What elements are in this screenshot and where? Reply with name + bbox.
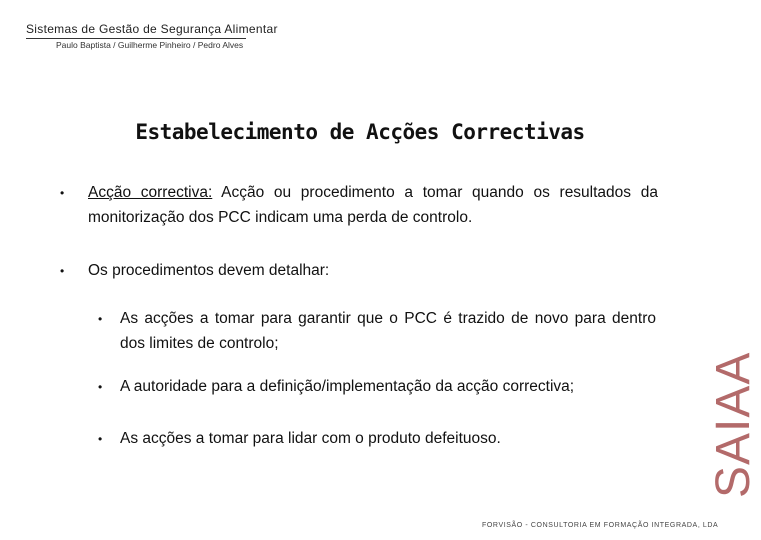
sub-bullet-item: A autoridade para a definição/implementação da acção correctiva; [120, 378, 575, 395]
bullet-marker: • [60, 186, 65, 200]
sub-bullet-marker: • [98, 432, 103, 446]
saiaa-logo: SAIAA [707, 351, 760, 498]
sub-bullet-item: As acções a tomar para garantir que o PCC é trazido de novo para dentro dos limites de controlo; [120, 310, 656, 352]
bullet-item-procedures: Os procedimentos devem detalhar: [88, 262, 330, 279]
bullet-term: Acção correctiva: [88, 184, 213, 201]
footer-company: FORVISÃO - CONSULTORIA EM FORMAÇÃO INTEGRADA, LDA [482, 522, 719, 529]
sub-bullet-item: As acções a tomar para lidar com o produto defeituoso. [120, 430, 501, 447]
slide-title: Estabelecimento de Acções Correctivas [135, 120, 585, 144]
header-title: Sistemas de Gestão de Segurança Alimentar [26, 22, 278, 36]
bullet-text: Acção ou procedimento a tomar quando os resultados da monitorização dos PCC indicam uma perda de controlo. [88, 184, 658, 226]
sub-bullet-marker: • [98, 380, 103, 394]
bullet-marker: • [60, 264, 65, 278]
header-rule [26, 38, 246, 39]
bullet-item-definition [88, 180, 658, 230]
sub-bullet-marker: • [98, 312, 103, 326]
header-authors: Paulo Baptista / Guilherme Pinheiro / Pedro Alves [56, 40, 244, 50]
